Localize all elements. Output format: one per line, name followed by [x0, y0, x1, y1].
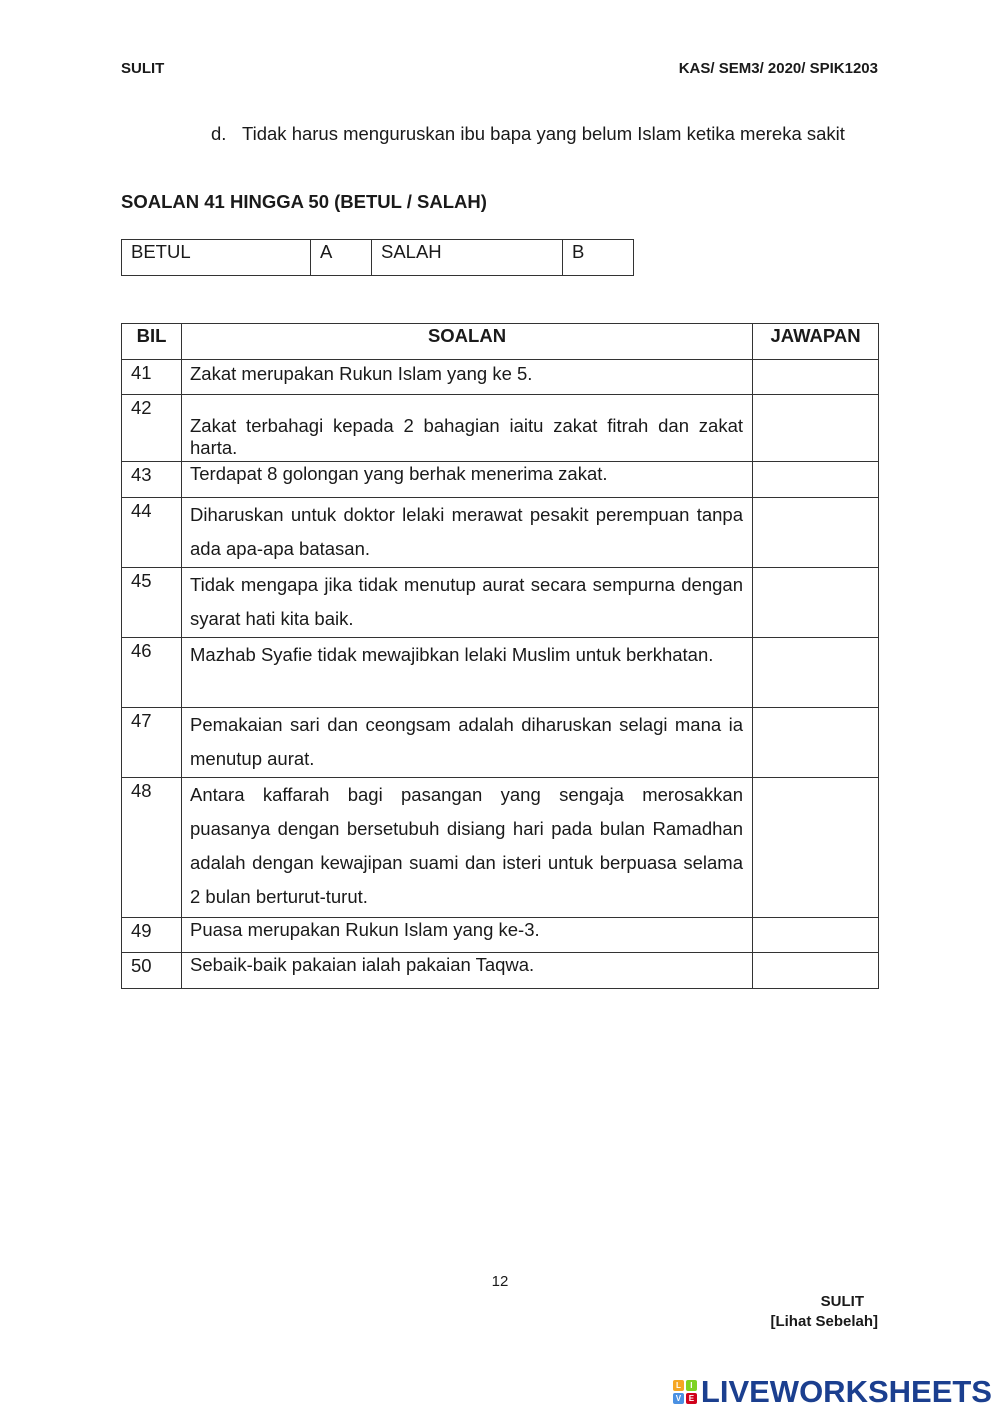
question-number: 49: [122, 918, 182, 953]
option-letter: d.: [211, 123, 227, 144]
question-number: 46: [122, 638, 182, 708]
answer-key-row: [122, 240, 634, 276]
question-table: [121, 323, 879, 989]
answer-cell[interactable]: [753, 498, 879, 568]
logo-mark-v: V: [673, 1393, 684, 1404]
question-text: Sebaik-baik pakaian ialah pakaian Taqwa.: [182, 953, 753, 989]
answer-cell[interactable]: [753, 360, 879, 395]
answer-cell[interactable]: [753, 638, 879, 708]
answer-cell[interactable]: [753, 778, 879, 918]
table-row: [122, 953, 879, 989]
table-row: [122, 638, 879, 708]
table-row: [122, 708, 879, 778]
question-table-header: [122, 324, 879, 360]
page-number: 12: [491, 1273, 509, 1290]
question-text: Terdapat 8 golongan yang berhak menerima zakat.: [182, 462, 753, 498]
key-true-label: BETUL: [122, 240, 311, 276]
section-title: SOALAN 41 HINGGA 50 (BETUL / SALAH): [121, 191, 487, 212]
question-number: 44: [122, 498, 182, 568]
question-text: Antara kaffarah bagi pasangan yang sengaja merosakkan puasanya dengan bersetubuh disiang hari pada bulan Ramadhan adalah dengan kewajipan suami dan isteri untuk berpuasa selama 2 bulan berturut-turut.: [182, 778, 753, 918]
header-course-code: KAS/ SEM3/ 2020/ SPIK1203: [678, 60, 878, 77]
question-number: 42: [122, 395, 182, 462]
logo-text: LIVEWORKSHEETS: [700, 1374, 992, 1409]
answer-cell[interactable]: [753, 708, 879, 778]
table-row: [122, 918, 879, 953]
header-sulit: SULIT: [121, 60, 165, 77]
question-text: Tidak mengapa jika tidak menutup aurat secara sempurna dengan syarat hati kita baik.: [182, 568, 753, 638]
key-false-code: B: [563, 240, 634, 276]
logo-mark-i: I: [686, 1380, 697, 1391]
question-number: 50: [122, 953, 182, 989]
answer-cell[interactable]: [753, 953, 879, 989]
table-row: [122, 395, 879, 462]
answer-cell[interactable]: [753, 568, 879, 638]
footer-sulit: SULIT: [820, 1293, 864, 1310]
liveworksheets-logo[interactable]: [673, 1374, 992, 1410]
logo-mark-l: L: [673, 1380, 684, 1391]
table-row: [122, 462, 879, 498]
key-false-label: SALAH: [372, 240, 563, 276]
question-text: Zakat terbahagi kepada 2 bahagian iaitu zakat fitrah dan zakat harta.: [182, 395, 753, 462]
question-number: 48: [122, 778, 182, 918]
answer-key-table: [121, 239, 634, 276]
table-row: [122, 778, 879, 918]
answer-cell[interactable]: [753, 462, 879, 498]
table-row: [122, 568, 879, 638]
key-true-code: A: [311, 240, 372, 276]
question-text: Pemakaian sari dan ceongsam adalah diharuskan selagi mana ia menutup aurat.: [182, 708, 753, 778]
question-text: Mazhab Syafie tidak mewajibkan lelaki Muslim untuk berkhatan.: [182, 638, 753, 708]
question-text: Zakat merupakan Rukun Islam yang ke 5.: [182, 360, 753, 395]
question-text: Diharuskan untuk doktor lelaki merawat pesakit perempuan tanpa ada apa-apa batasan.: [182, 498, 753, 568]
question-text: Puasa merupakan Rukun Islam yang ke-3.: [182, 918, 753, 953]
footer-lihat-sebelah: [Lihat Sebelah]: [770, 1313, 878, 1330]
header-soalan: SOALAN: [182, 324, 753, 360]
logo-mark-icon: [673, 1380, 697, 1404]
header-jawapan: JAWAPAN: [753, 324, 879, 360]
previous-question-option-d: [211, 120, 861, 147]
answer-cell[interactable]: [753, 918, 879, 953]
answer-cell[interactable]: [753, 395, 879, 462]
question-number: 43: [122, 462, 182, 498]
header-bil: BIL: [122, 324, 182, 360]
question-number: 45: [122, 568, 182, 638]
table-row: [122, 360, 879, 395]
question-number: 41: [122, 360, 182, 395]
question-number: 47: [122, 708, 182, 778]
option-text: Tidak harus menguruskan ibu bapa yang belum Islam ketika mereka sakit: [242, 123, 845, 144]
logo-mark-e: E: [686, 1393, 697, 1404]
table-row: [122, 498, 879, 568]
